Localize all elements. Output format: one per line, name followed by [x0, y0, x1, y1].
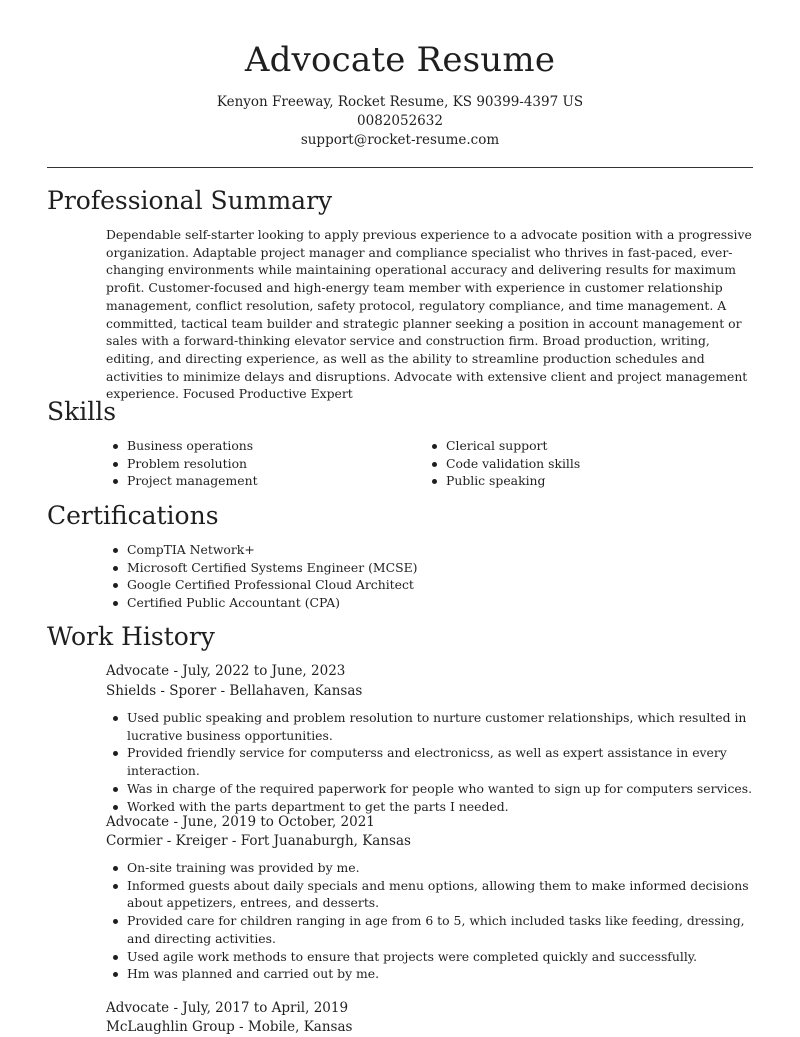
contact-phone: 0082052632 — [357, 113, 443, 129]
job-duty-item: Informed guests about daily specials and menu options, allowing them to make informed decisions about appetizers, entrees, and desserts. — [106, 877, 766, 912]
summary-text: Dependable self-starter looking to apply previous experience to a advocate position with a progressive organization. Adaptable project manager and compliance specialist who thrives in fast-paced, ever-changing environments while maintaining operational accuracy and delivering results for maximum profit. Customer-focused and high-energy team member with experience in customer relationship management, conflict resolution, safety protocol, regulatory compliance, and time management. A committed, tactical team builder and strategic planner seeking a position in account management or sales with a forward-thinking elevator service and construction firm. Broad production, writing, editing, and directing experience, as well as the ability to streamline production schedules and activities to minimize delays and disruptions. Advocate with extensive client and project management experience. Focused Productive Expert — [106, 227, 752, 402]
job-duty-item: Used agile work methods to ensure that projects were completed quickly and successfully. — [106, 948, 766, 966]
job-duty-item: Worked with the parts department to get the parts I needed. — [106, 798, 766, 816]
contact-address: Kenyon Freeway, Rocket Resume, KS 90399-4397 US — [216, 94, 584, 110]
job-duty-item: Provided care for children ranging in age from 6 to 5, which included tasks like feeding, dressing, and directing activities. — [106, 912, 766, 947]
job-duties-list — [106, 859, 766, 983]
skill-item: Code validation skills — [425, 455, 725, 473]
resume-name: Advocate Resume — [244, 40, 556, 80]
skills-heading: Skills — [47, 397, 117, 426]
skill-item: Public speaking — [425, 472, 725, 490]
job-duty-item: Was in charge of the required paperwork for people who wanted to sign up for computers services. — [106, 780, 766, 798]
certification-item: Google Certified Professional Cloud Architect — [106, 576, 706, 594]
header-divider — [47, 167, 753, 168]
certifications-list — [106, 541, 706, 612]
job-employer: Shields - Sporer - Bellahaven, Kansas — [106, 683, 363, 699]
skill-item: Business operations — [106, 437, 406, 455]
job-heading: Advocate - June, 2019 to October, 2021 — [106, 814, 375, 830]
certification-item: Certified Public Accountant (CPA) — [106, 594, 706, 612]
job-duty-item: Hm was planned and carried out by me. — [106, 965, 766, 983]
summary-heading: Professional Summary — [47, 186, 333, 215]
certification-item: Microsoft Certified Systems Engineer (MCSE) — [106, 559, 706, 577]
certifications-heading: Certifications — [47, 501, 219, 530]
skill-item: Project management — [106, 472, 406, 490]
job-employer: Cormier - Kreiger - Fort Juanaburgh, Kansas — [106, 833, 411, 849]
job-heading: Advocate - July, 2022 to June, 2023 — [106, 663, 346, 679]
job-duties-list — [106, 709, 766, 815]
certification-item: CompTIA Network+ — [106, 541, 706, 559]
skill-item: Clerical support — [425, 437, 725, 455]
job-employer: McLaughlin Group - Mobile, Kansas — [106, 1019, 353, 1035]
job-heading: Advocate - July, 2017 to April, 2019 — [106, 1000, 349, 1016]
job-duty-item: Used public speaking and problem resolution to nurture customer relationships, which resulted in lucrative business opportunities. — [106, 709, 766, 744]
skills-list-right — [425, 437, 725, 490]
skill-item: Problem resolution — [106, 455, 406, 473]
job-duty-item: Provided friendly service for computerss and electronicss, as well as expert assistance in every interaction. — [106, 744, 766, 779]
contact-email: support@rocket-resume.com — [300, 132, 500, 148]
skills-list-left — [106, 437, 406, 490]
job-duty-item: On-site training was provided by me. — [106, 859, 766, 877]
work-history-heading: Work History — [47, 622, 215, 651]
